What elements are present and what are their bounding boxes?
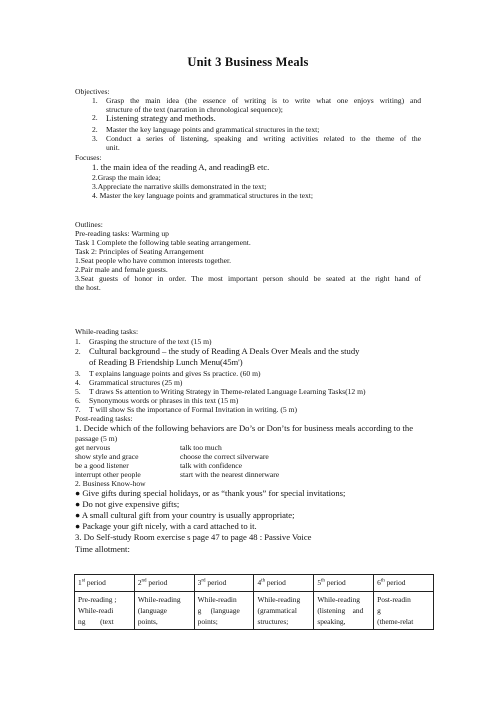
behavior-item: talk with confidence [180, 461, 242, 470]
objective-4-line-1: Conduct a series of listening, speaking and writing activities related to the theme of the [106, 134, 421, 143]
objective-1-line-2: structure of the text (narration in chronological sequence); [106, 105, 283, 114]
focus-item-1: 1. the main idea of the reading A, and readingB etc. [92, 162, 270, 172]
while-item-number: 7. [75, 405, 81, 414]
behavior-item: talk too much [180, 443, 222, 452]
table-header-cell: 4th period [254, 575, 314, 592]
while-item-5: T draws Ss attention to Writing Strategy in Theme-related Language Learning Tasks(12 m) [89, 387, 366, 396]
know-how-bullet-3: ● A small cultural gift from your country is usually appropriate; [75, 510, 295, 520]
objective-2: Listening strategy and methods. [106, 113, 216, 123]
focus-item-4: 4. Master the key language points and grammatical structures in the text; [92, 191, 313, 200]
table-header-row [75, 575, 434, 592]
objective-number: 2. [92, 125, 98, 134]
table-cell: While-reading (listening and speaking, [314, 592, 374, 630]
while-reading-heading: While-reading tasks: [75, 327, 139, 336]
while-item-number: 6. [75, 396, 81, 405]
while-item-1: Grasping the structure of the text (15 m) [89, 337, 212, 346]
focus-item-3: 3.Appreciate the narrative skills demonstrated in the text; [92, 182, 267, 191]
outlines-heading: Outlines: [75, 220, 103, 229]
know-how-bullet-4: ● Package your gift nicely, with a card attached to it. [75, 521, 257, 531]
table-header-cell: 2nd period [134, 575, 194, 592]
while-item-2-line-1: Cultural background – the study of Reading A Deals Over Meals and the study [89, 346, 360, 356]
objective-number: 3. [92, 134, 98, 143]
table-cell: Pre-reading ; While-readi ng (text [75, 592, 135, 630]
post-reading-heading: Post-reading tasks: [75, 414, 133, 423]
behavior-item: be a good listener [75, 461, 129, 470]
while-item-number: 5. [75, 387, 81, 396]
principle-3-line-2: the host. [75, 283, 101, 292]
table-cell: While-reading (language points, [134, 592, 194, 630]
objective-number: 2. [92, 113, 98, 122]
objective-number: 1. [92, 96, 98, 105]
objective-1-line-1: Grasp the main idea (the essence of writing is to write what one enjoys writing) and [106, 96, 421, 105]
while-item-number: 3. [75, 369, 81, 378]
objective-4-line-2: unit. [106, 143, 120, 152]
table-header-cell: 1st period [75, 575, 135, 592]
principle-3-line-1: 3.Seat guests of honor in order. The most important person should be seated at the right hand of [75, 274, 421, 283]
task-1: Task 1 Complete the following table seating arrangement. [75, 238, 251, 247]
while-item-number: 4. [75, 378, 81, 387]
while-item-2-line-2: of Reading B Friendship Lunch Menu(45m') [89, 357, 243, 367]
behavior-item: choose the correct silverware [180, 452, 269, 461]
focus-item-2: 2.Grasp the main idea; [92, 173, 161, 182]
while-item-number: 1. [75, 337, 81, 346]
table-row [75, 592, 434, 630]
while-item-4: Grammatical structures (25 m) [89, 378, 183, 387]
time-allotment-table [74, 574, 434, 630]
while-item-7: T will show Ss the importance of Formal Invitation in writing. (5 m) [89, 405, 298, 414]
behavior-item: get nervous [75, 443, 111, 452]
while-item-3: T explains language points and gives Ss practice. (60 m) [89, 369, 261, 378]
behavior-item: start with the nearest dinnerware [180, 470, 280, 479]
behavior-item: interrupt other people [75, 470, 141, 479]
post-question-2: 2. Business Know-how [75, 479, 146, 488]
post-question-1-line-2: passage (5 m) [75, 434, 118, 443]
know-how-bullet-1: ● Give gifts during special holidays, or as “thank yous” for special invitations; [75, 488, 346, 498]
table-cell: While-reading (grammatical structures; [254, 592, 314, 630]
task-2: Task 2: Principles of Seating Arrangement [75, 247, 204, 256]
behavior-item: show style and grace [75, 452, 139, 461]
know-how-bullet-2: ● Do not give expensive gifts; [75, 499, 180, 509]
objective-3: Master the key language points and grammatical structures in the text; [106, 125, 320, 134]
principle-2: 2.Pair male and female guests. [75, 265, 168, 274]
table-header-cell: 3rd period [194, 575, 254, 592]
objectives-heading: Objectives: [75, 87, 110, 96]
pre-reading-heading: Pre-reading tasks: Warming up [75, 229, 169, 238]
table-header-cell: 6th period [374, 575, 434, 592]
page-title: Unit 3 Business Meals [187, 55, 309, 69]
while-item-number: 2. [75, 347, 81, 356]
time-allotment-heading: Time allotment: [75, 544, 130, 554]
table-header-cell: 5th period [314, 575, 374, 592]
post-question-3: 3. Do Self-study Room exercise s page 47 to page 48 : Passive Voice [75, 532, 312, 542]
focuses-heading: Focuses: [75, 153, 102, 162]
table-cell: Post-readin g (theme-relat [374, 592, 434, 630]
post-question-1-line-1: 1. Decide which of the following behaviors are Do’s or Don’ts for business meals according to the [75, 423, 414, 433]
while-item-6: Synonymous words or phrases in this text (15 m) [89, 396, 239, 405]
table-cell: While-readin g (language points; [194, 592, 254, 630]
principle-1: 1.Seat people who have common interests together. [75, 256, 232, 265]
